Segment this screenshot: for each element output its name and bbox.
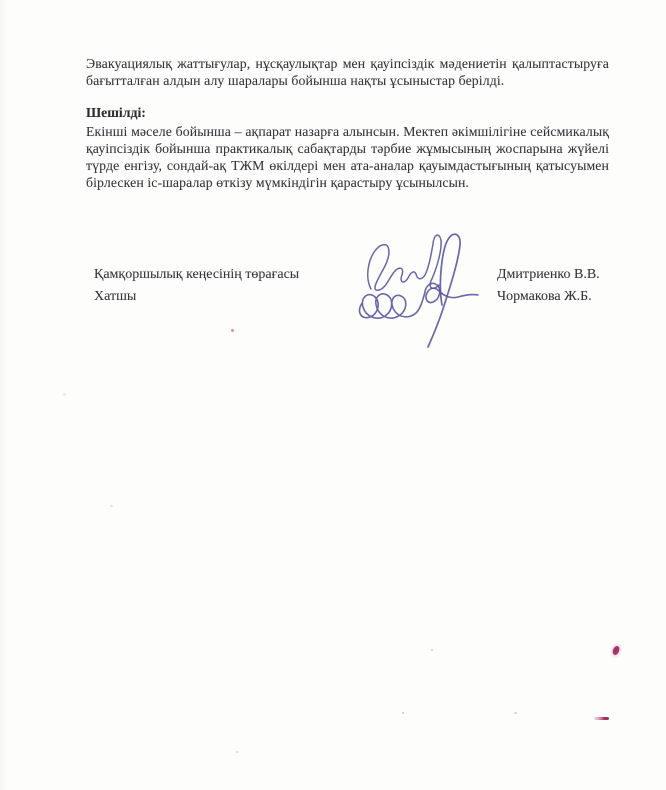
signature-stroke-tall-loop: [428, 234, 460, 347]
signatory-names: [497, 264, 600, 308]
signatory-role-secretary: Хатшы: [94, 289, 137, 304]
scan-artifact-red-blob: [612, 645, 620, 655]
signatory-role-chairman: Қамқоршылық кеңесінің төрағасы: [94, 267, 300, 282]
decision-heading: Шешілді:: [86, 105, 146, 120]
signature-stroke-lower: [360, 283, 478, 318]
scan-speck: [236, 751, 238, 753]
signatory-name-dmitrienko: Дмитриенко В.В.: [497, 267, 600, 282]
signatory-name-chormakova: Чормакова Ж.Б.: [497, 289, 592, 304]
scan-speck: [231, 329, 234, 332]
paragraph-evacuation-measures: Эвакуациялық жаттығулар, нұсқаулықтар мен қауіпсіздік мәдениетін қалыптастыруға бағытталған алдын алу шаралары бойынша нақты ұсыныстар берілді.: [86, 56, 609, 88]
scan-speck: [431, 649, 433, 651]
signature-stroke-upper: [368, 235, 441, 290]
scan-speck: [63, 393, 66, 396]
paragraph-decision-text: Екінші мәселе бойынша – ақпарат назарға алынсын. Мектеп әкімшілігіне сейсмикалық қауіпсіздік бойынша практикалық сабақтарды тәрбие жұмысының жоспарына жүйелі түрде енгізу, сондай-ақ ТЖМ өкілдері мен ата-аналар қауымдастығының қатысуымен бірлескен іс-шаралар өткізу мүмкіндігін қарастыру ұсынылсын.: [86, 124, 609, 190]
signatory-roles: [94, 264, 299, 308]
scan-speck: [402, 712, 404, 714]
scan-speck: [514, 712, 517, 714]
scan-artifact-red-dash: [594, 717, 609, 720]
handwritten-signature: [344, 226, 496, 354]
scan-speck: [110, 505, 113, 507]
